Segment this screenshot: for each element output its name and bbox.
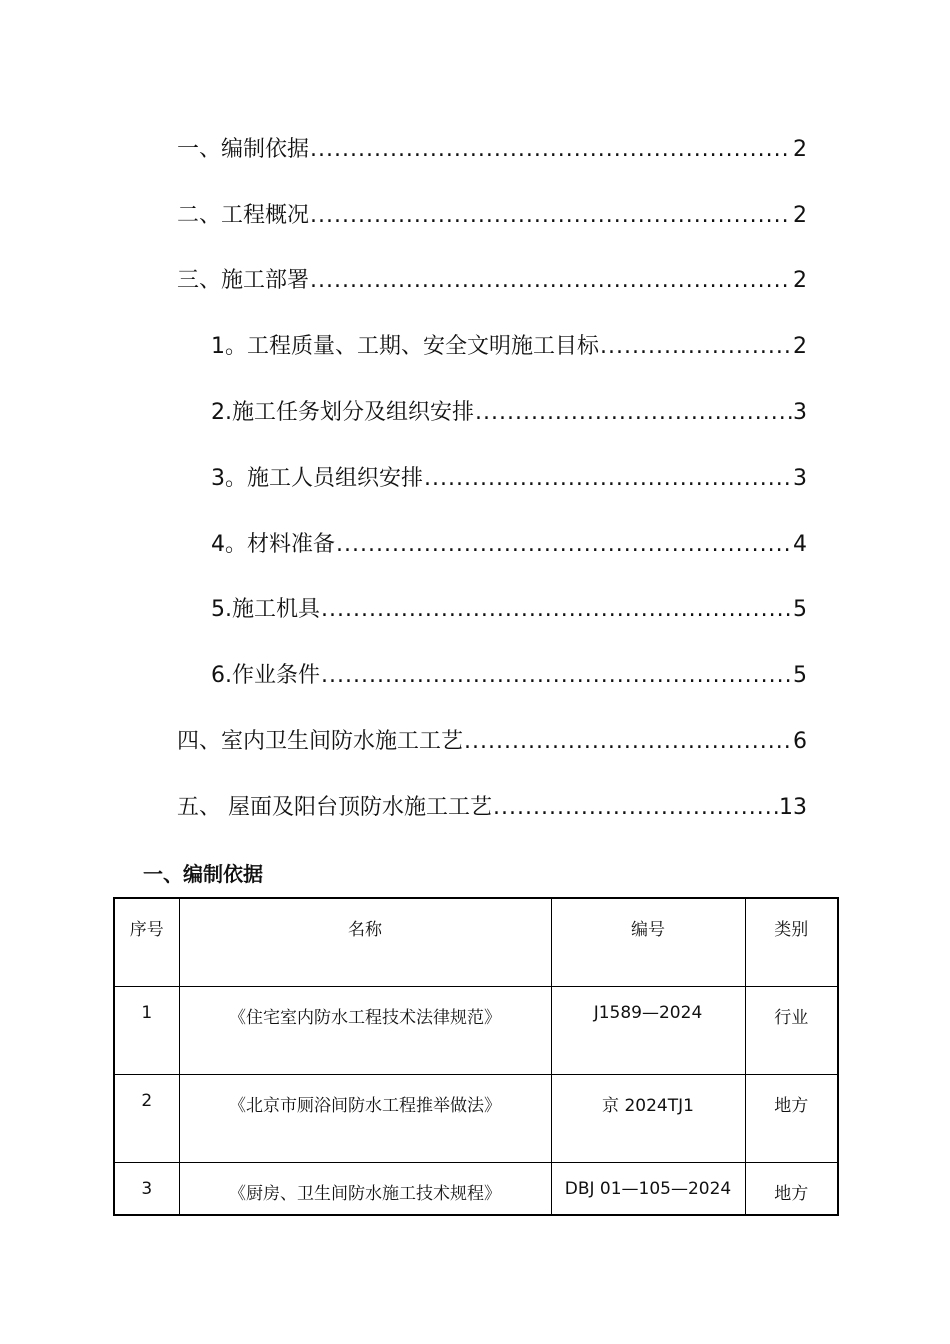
toc-leader xyxy=(321,661,792,691)
toc-leader xyxy=(424,464,792,494)
toc-label: 5.施工机具 xyxy=(211,597,320,622)
section-heading: 一、编制依据 xyxy=(143,862,263,886)
toc-entry-3-5[interactable] xyxy=(211,595,807,625)
toc-entry-3-3[interactable] xyxy=(211,464,807,494)
toc-entry-1[interactable] xyxy=(177,135,807,165)
table-header-row xyxy=(114,898,838,987)
cell-category: 地方 xyxy=(745,1075,838,1163)
toc-entry-3-1[interactable] xyxy=(211,332,807,362)
cell-code: 京 2024TJ1 xyxy=(551,1075,745,1163)
header-category: 类别 xyxy=(745,898,838,987)
cell-code: DBJ 01—105—2024 xyxy=(551,1163,745,1216)
toc-page: 2 xyxy=(793,268,807,293)
toc-label: 1。工程质量、工期、安全文明施工目标 xyxy=(211,334,599,359)
cell-category: 地方 xyxy=(745,1163,838,1216)
cell-index: 3 xyxy=(114,1163,179,1216)
cell-category: 行业 xyxy=(745,987,838,1075)
toc-label: 一、编制依据 xyxy=(177,137,310,162)
toc-label: 4。材料准备 xyxy=(211,532,335,557)
toc-page: 3 xyxy=(793,466,807,491)
toc-label: 2.施工任务划分及组织安排 xyxy=(211,400,474,425)
toc-leader xyxy=(310,135,792,165)
toc-leader xyxy=(336,530,792,560)
toc-page: 2 xyxy=(793,334,807,359)
toc-leader xyxy=(475,398,792,428)
table-row xyxy=(114,987,838,1075)
toc-entry-5[interactable] xyxy=(177,793,807,823)
toc-label: 3。施工人员组织安排 xyxy=(211,466,423,491)
toc-entry-2[interactable] xyxy=(177,201,807,231)
toc-label: 三、施工部署 xyxy=(177,268,310,293)
cell-name: 《北京市厕浴间防水工程推举做法》 xyxy=(179,1075,551,1163)
toc-page: 5 xyxy=(793,663,807,688)
toc-label: 6.作业条件 xyxy=(211,663,320,688)
cell-name: 《厨房、卫生间防水施工技术规程》 xyxy=(179,1163,551,1216)
toc-entry-3-2[interactable] xyxy=(211,398,807,428)
toc-label: 四、室内卫生间防水施工工艺 xyxy=(177,729,464,754)
table-row xyxy=(114,1163,838,1216)
toc-label: 五、 屋面及阳台顶防水施工工艺 xyxy=(177,795,492,820)
toc-entry-4[interactable] xyxy=(177,727,807,757)
table-row xyxy=(114,1075,838,1163)
toc-page: 4 xyxy=(793,532,807,557)
toc-leader xyxy=(310,201,792,231)
toc-leader xyxy=(321,595,792,625)
toc-entry-3-6[interactable] xyxy=(211,661,807,691)
toc-page: 13 xyxy=(779,795,807,820)
cell-name: 《住宅室内防水工程技术法律规范》 xyxy=(179,987,551,1075)
cell-code: J1589—2024 xyxy=(551,987,745,1075)
header-name: 名称 xyxy=(179,898,551,987)
toc-leader xyxy=(600,332,792,362)
cell-index: 2 xyxy=(114,1075,179,1163)
toc-leader xyxy=(464,727,792,757)
basis-table xyxy=(113,897,839,1216)
toc-page: 2 xyxy=(793,137,807,162)
toc-entry-3-4[interactable] xyxy=(211,530,807,560)
toc-page: 3 xyxy=(793,400,807,425)
toc-entry-3[interactable] xyxy=(177,266,807,296)
toc-page: 6 xyxy=(793,729,807,754)
header-index: 序号 xyxy=(114,898,179,987)
toc-leader xyxy=(310,266,792,296)
toc-label: 二、工程概况 xyxy=(177,203,310,228)
cell-index: 1 xyxy=(114,987,179,1075)
header-code: 编号 xyxy=(551,898,745,987)
toc-page: 2 xyxy=(793,203,807,228)
toc-leader xyxy=(493,793,778,823)
toc-page: 5 xyxy=(793,597,807,622)
